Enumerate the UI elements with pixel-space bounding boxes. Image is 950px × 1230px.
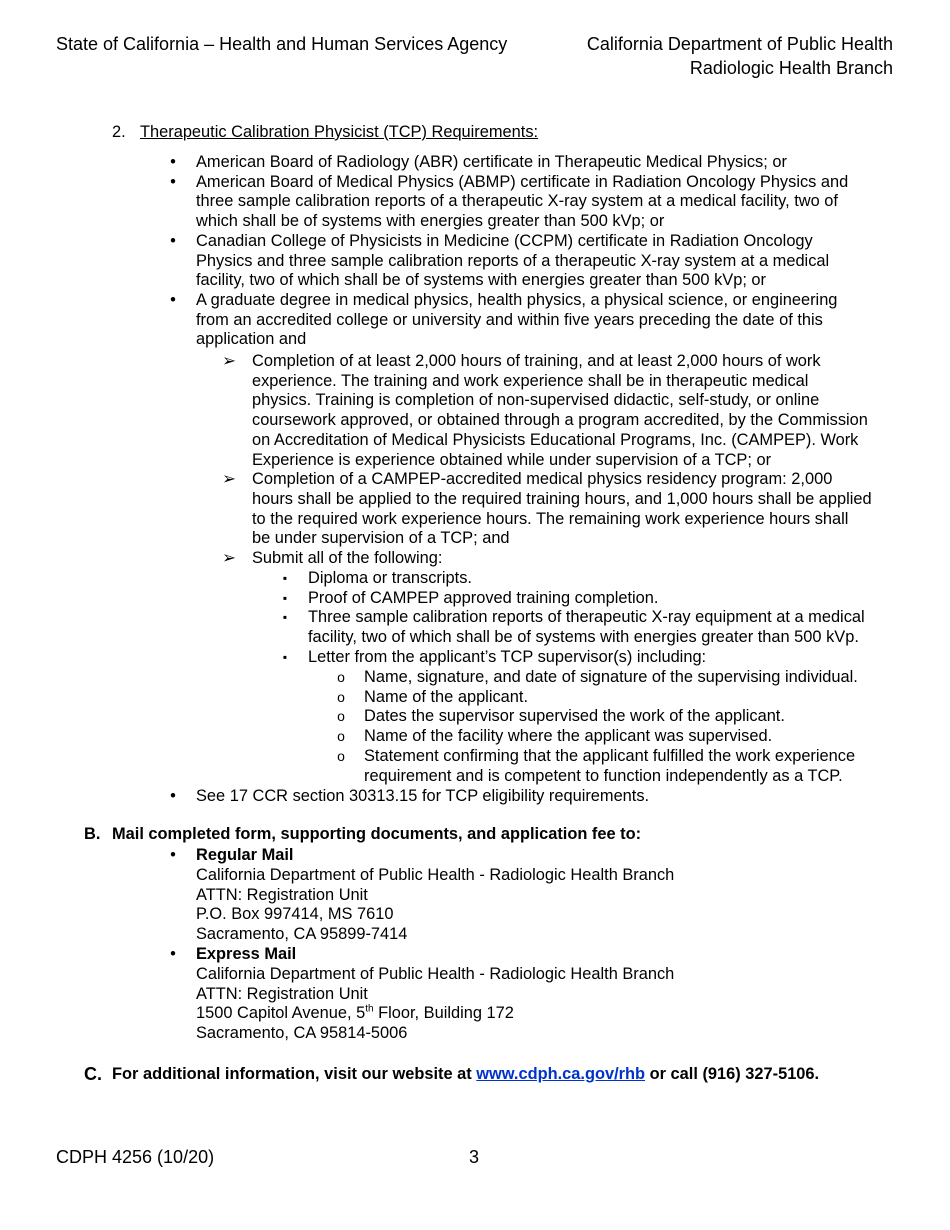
header-department [587,32,893,80]
express-mail-label: Express Mail [196,945,297,963]
express-address-pre: 1500 Capitol Avenue, 5 [196,1004,366,1022]
regular-mail-line: P.O. Box 997414, MS 7610 [196,905,394,923]
rhb-website-link[interactable]: www.cdph.ca.gov/rhb [476,1065,646,1083]
tcp-requirement-text: Canadian College of Physicists in Medicine (CCPM) certificate in Radiation Oncology [196,231,813,250]
header-department-name: California Department of Public Health [586,34,893,54]
submit-document-text: facility, two of which shall be of systems with energies greater than 500 kVp. [308,628,859,647]
tcp-degree-pathway-text: Experience is experience obtained while under supervision of a TCP; or [252,450,772,469]
submit-document-marker: ▪ [282,649,288,664]
supervisor-letter-item-marker: o [337,708,345,725]
express-mail-line: ATTN: Registration Unit [196,985,368,1003]
footer-form-id: CDPH 4256 (10/20) [56,1147,215,1167]
regular-mail-line: ATTN: Registration Unit [196,886,368,904]
supervisor-letter-item-marker: o [337,669,345,685]
regular-mail-bullet: • [170,846,176,864]
tcp-requirement-marker: • [170,290,176,309]
tcp-degree-pathway-text: be under supervision of a TCP; and [252,529,510,548]
tcp-requirement-text: Physics and three sample calibration reports of a therapeutic X-ray system at a medical [196,251,830,270]
supervisor-letter-item-text: Dates the supervisor supervised the work of the applicant. [364,707,785,726]
tcp-eligibility-note-marker: • [170,787,176,805]
tcp-degree-pathway-text: Submit all of the following: [252,549,443,567]
tcp-eligibility-note-text: See 17 CCR section 30313.15 for TCP eligibility requirements. [196,787,650,805]
regular-mail-label: Regular Mail [196,846,294,864]
tcp-degree-pathway-text: Completion of a CAMPEP-accredited medical physics residency program: 2,000 [252,470,833,489]
tcp-degree-pathway-marker: ➢ [222,352,236,370]
express-address-sup: th [365,1003,374,1015]
tcp-requirement-text: facility, two of which shall be of systems with energies greater than 500 kVp; or [196,271,766,290]
tcp-requirement-marker: • [170,153,176,171]
tcp-requirement-text: which shall be of systems with energies greater than 500 kVp; or [196,212,665,231]
submit-document-marker: ▪ [282,571,288,585]
section-c-text-post: or call (916) 327-5106. [645,1065,820,1083]
footer-page-number: 3 [469,1147,480,1167]
supervisor-letter-item-text: Name of the facility where the applicant was supervised. [364,727,773,746]
tcp-requirement-marker: • [170,231,176,250]
tcp-degree-pathway-marker: ➢ [222,470,236,489]
supervisor-letter-item-marker: o [337,728,345,745]
supervisor-letter-item-text: Statement confirming that the applicant fulfilled the work experience [364,746,856,765]
tcp-degree-pathway-text: Completion of at least 2,000 hours of training, and at least 2,000 hours of work [252,352,821,370]
tcp-degree-pathway-text: to the required work experience hours. The remaining work experience hours shall [252,509,849,528]
submit-document-text: Proof of CAMPEP approved training completion. [308,588,659,607]
express-address-post: Floor, Building 172 [373,1004,514,1022]
tcp-degree-pathway-text: on Accreditation of Medical Physicists Educational Programs, Inc. (CAMPEP). Work [252,430,859,449]
express-mail-line: Sacramento, CA 95814-5006 [196,1024,408,1042]
supervisor-letter-item-text: Name, signature, and date of signature of the supervising individual. [364,668,858,686]
section-c-text [112,1065,819,1085]
submit-document-text: Three sample calibration reports of therapeutic X-ray equipment at a medical [308,608,865,627]
supervisor-letter-item-marker: o [337,747,345,764]
regular-mail-line: Sacramento, CA 95899-7414 [196,925,408,943]
header-branch-name: Radiologic Health Branch [689,58,893,78]
regular-mail-line: California Department of Public Health - Radiologic Health Branch [196,866,675,884]
tcp-requirement-text: three sample calibration reports of a therapeutic X-ray system at a medical facility, two of [196,192,838,211]
tcp-degree-pathway-text: experience. The training and work experience shall be in therapeutic medical [252,371,809,390]
tcp-requirement-text: American Board of Medical Physics (ABMP) certificate in Radiation Oncology Physics and [196,172,849,191]
submit-document-marker: ▪ [282,590,288,605]
tcp-degree-pathway-text: coursework approved, or obtained through a program accredited, by the Commission [252,411,868,430]
supervisor-letter-item-text: requirement and is competent to function independently as a TCP. [364,766,843,785]
section-c-letter: C. [84,1064,102,1084]
express-mail-bullet: • [170,945,176,963]
header-agency: State of California – Health and Human Services Agency [56,34,508,54]
submit-document-text: Diploma or transcripts. [308,569,472,587]
tcp-requirement-text: application and [196,330,307,349]
section-b-title: Mail completed form, supporting documents, and application fee to: [112,825,642,843]
tcp-degree-pathway-marker: ➢ [222,549,236,567]
section-2-number: 2. [112,123,126,141]
express-mail-address [196,1004,514,1024]
tcp-requirement-text: A graduate degree in medical physics, health physics, a physical science, or engineering [196,290,838,309]
submit-document-text: Letter from the applicant’s TCP supervisor(s) including: [308,647,707,666]
submit-document-marker: ▪ [282,610,288,625]
supervisor-letter-item-text: Name of the applicant. [364,687,529,706]
tcp-requirement-marker: • [170,172,176,191]
supervisor-letter-item-marker: o [337,688,345,705]
express-mail-line: California Department of Public Health - Radiologic Health Branch [196,965,675,983]
tcp-degree-pathway-text: hours shall be applied to the required training hours, and 1,000 hours shall be applied [252,489,872,508]
tcp-degree-pathway-text: physics. Training is completion of non-supervised didactic, self-study, or online [252,391,820,410]
section-2-title: Therapeutic Calibration Physicist (TCP) Requirements: [140,123,539,141]
section-c-text-pre: For additional information, visit our website at [112,1065,477,1083]
section-b-letter: B. [84,825,101,843]
tcp-requirement-text: American Board of Radiology (ABR) certificate in Therapeutic Medical Physics; or [196,153,787,171]
tcp-requirement-text: from an accredited college or university and within five years preceding the date of this [196,310,823,329]
